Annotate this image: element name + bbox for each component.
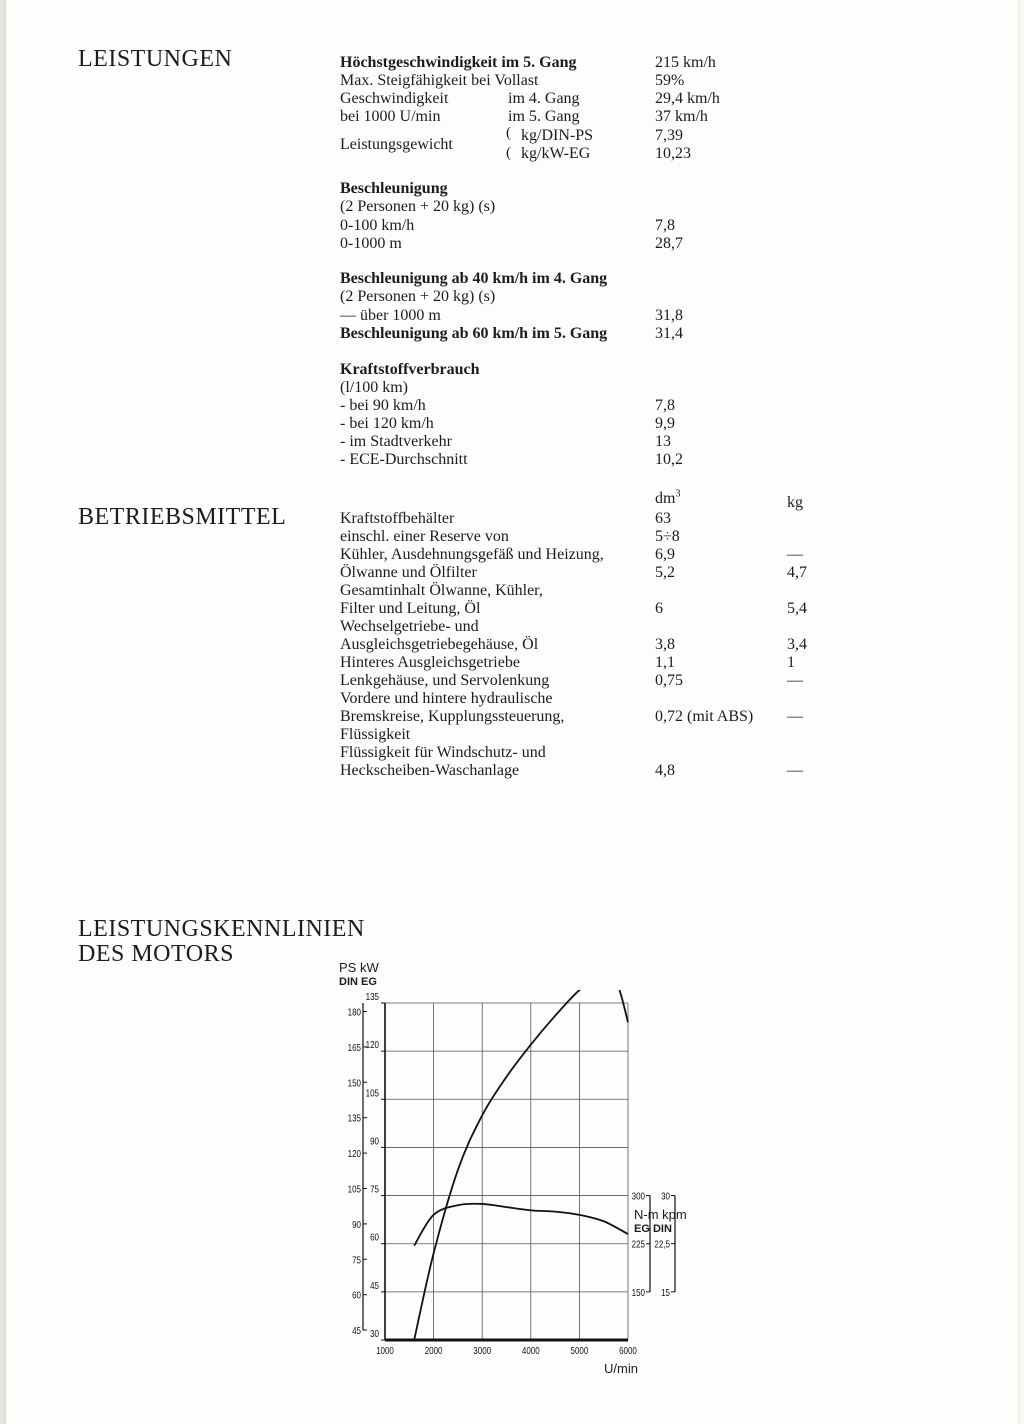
acceleration-heading: Beschleunigung [340, 180, 448, 197]
fluid-weight: — [787, 708, 803, 725]
fluid-volume: 3,8 [655, 636, 675, 653]
kpm-tick-label: 15 [661, 1286, 670, 1299]
fuel-90-value: 7,8 [655, 397, 675, 414]
x-unit-label: U/min [604, 1361, 638, 1376]
kw-tick-label: 105 [365, 1087, 379, 1099]
fluid-label: Wechselgetriebe- und [340, 618, 479, 635]
fluid-label: Ausgleichsgetriebegehäuse, Öl [340, 636, 539, 653]
kw-tick-label: 135 [365, 991, 379, 1003]
x-tick-label: 4000 [521, 1345, 540, 1357]
ps-tick-label: 120 [347, 1148, 361, 1160]
x-tick-label: 2000 [424, 1345, 443, 1357]
fluid-label: Hinteres Ausgleichsgetriebe [340, 654, 520, 671]
section-title-betriebsmittel: BETRIEBSMITTEL [78, 504, 287, 530]
section-title-kennlinien-2: DES MOTORS [78, 941, 234, 967]
fluid-label: Flüssigkeit für Windschutz- und [340, 744, 546, 761]
col-dm3-header: $dm^3$ [655, 488, 681, 507]
acc-0-100-label: 0-100 km/h [340, 217, 415, 234]
acc-40-label: — über 1000 m [340, 307, 441, 324]
fluid-weight: — [787, 672, 803, 689]
speed-per-1000-label-2: bei 1000 U/min [340, 108, 441, 125]
fuel-ece-label: - ECE-Durchschnitt [340, 451, 468, 468]
x-tick-label: 3000 [473, 1345, 492, 1357]
fluid-volume: 0,75 [655, 672, 683, 689]
acc-0-1000m-value: 28,7 [655, 235, 683, 252]
fuel-90-label: - bei 90 km/h [340, 397, 426, 414]
fluid-label: Lenkgehäuse, und Servolenkung [340, 672, 550, 689]
fuel-ece-value: 10,2 [655, 451, 683, 468]
acc-40-value: 31,8 [655, 307, 683, 324]
col-kg-header: kg [787, 494, 803, 511]
fluid-label: Heckscheiben-Waschanlage [340, 762, 520, 779]
speed-per-1000-label: Geschwindigkeit [340, 90, 449, 107]
acc-0-1000m-label: 0-1000 m [340, 235, 402, 252]
fluid-volume: 5÷8 [655, 528, 680, 545]
nm-tick-label: 150 [631, 1287, 645, 1299]
fluid-weight: 1 [787, 654, 795, 671]
kw-tick-label: 90 [370, 1135, 379, 1147]
acceleration-40-heading: Beschleunigung ab 40 km/h im 4. Gang [340, 270, 608, 287]
fluid-label: Kraftstoffbehälter [340, 510, 455, 527]
fluid-volume: 6 [655, 600, 663, 617]
fluid-volume: 5,2 [655, 564, 675, 581]
fluid-label: Kühler, Ausdehnungsgefäß und Heizung, [340, 546, 604, 563]
fluid-label: Gesamtinhalt Ölwanne, Kühler, [340, 582, 543, 599]
kg-din-ps-value: 7,39 [655, 127, 683, 144]
fluid-label: Ölwanne und Ölfilter [340, 564, 477, 581]
kg-din-ps-label: kg/DIN-PS [521, 127, 594, 144]
nm-tick-label: 225 [631, 1238, 645, 1250]
left-norms: DIN EG [339, 976, 377, 988]
engine-performance-chart [330, 990, 710, 1360]
section-title-leistungen: LEISTUNGEN [78, 46, 233, 72]
fluid-weight: 3,4 [787, 636, 807, 653]
ps-tick-label: 60 [352, 1289, 361, 1301]
fuel-unit: (l/100 km) [340, 379, 408, 396]
gear5-label: im 5. Gang [508, 108, 580, 125]
acc-0-100-value: 7,8 [655, 217, 675, 234]
gear4-value: 29,4 km/h [655, 90, 720, 107]
nm-tick-label: 300 [631, 1190, 645, 1202]
acc-60-value: 31,4 [655, 325, 683, 342]
brace-symbol: ( [506, 125, 511, 141]
right-units: N-m kpm [634, 1207, 687, 1222]
acceleration-60-heading: Beschleunigung ab 60 km/h im 5. Gang [340, 325, 608, 342]
kw-tick-label: 75 [370, 1183, 379, 1195]
right-norms: EG DIN [634, 1223, 672, 1235]
fluid-label: Bremskreise, Kupplungssteuerung, [340, 708, 565, 725]
acceleration-40-note: (2 Personen + 20 kg) (s) [340, 288, 496, 305]
gradeability-label: Max. Steigfähigkeit bei Vollast [340, 72, 539, 89]
kw-tick-label: 60 [370, 1231, 379, 1243]
fluid-label: einschl. einer Reserve von [340, 528, 509, 545]
x-tick-label: 1000 [376, 1345, 394, 1357]
ps-tick-label: 105 [347, 1183, 361, 1195]
kw-tick-label: 120 [365, 1039, 379, 1051]
kg-kw-eg-label: kg/kW-EG [521, 145, 591, 162]
fluid-label: Vordere und hintere hydraulische [340, 690, 553, 707]
fluid-weight: 4,7 [787, 564, 807, 581]
power-curve [414, 990, 628, 1340]
left-units: PS kW [339, 960, 379, 975]
ps-tick-label: 180 [347, 1006, 361, 1018]
fuel-120-value: 9,9 [655, 415, 675, 432]
kpm-tick-label: 22,5 [654, 1238, 670, 1250]
fluid-volume: 6,9 [655, 546, 675, 563]
brace-symbol-2: ( [506, 145, 511, 161]
kpm-tick-label: 30 [661, 1190, 670, 1202]
kw-tick-label: 30 [370, 1328, 379, 1340]
fluid-weight: — [787, 546, 803, 563]
ps-tick-label: 150 [347, 1077, 361, 1089]
ps-tick-label: 90 [352, 1219, 361, 1231]
fluid-label: Filter und Leitung, Öl [340, 600, 481, 617]
fuel-city-label: - im Stadtverkehr [340, 433, 452, 450]
acceleration-note: (2 Personen + 20 kg) (s) [340, 198, 496, 215]
gradeability-value: 59% [655, 72, 685, 89]
fluid-weight: 5,4 [787, 600, 807, 617]
fuel-city-value: 13 [655, 433, 671, 450]
fluid-volume: 0,72 (mit ABS) [655, 708, 754, 725]
fluid-weight: — [787, 762, 803, 779]
gear5-value: 37 km/h [655, 108, 708, 125]
fluid-volume: 63 [655, 510, 671, 527]
kg-kw-eg-value: 10,23 [655, 145, 691, 162]
x-tick-label: 6000 [619, 1345, 637, 1357]
ps-tick-label: 135 [347, 1112, 361, 1124]
fluid-volume: 4,8 [655, 762, 675, 779]
power-weight-label: Leistungsgewicht [340, 136, 453, 153]
fluid-volume: 1,1 [655, 654, 675, 671]
ps-tick-label: 75 [352, 1254, 361, 1266]
top-speed-value: 215 km/h [655, 54, 716, 71]
gear4-label: im 4. Gang [508, 90, 580, 107]
section-title-kennlinien-1: LEISTUNGSKENNLINIEN [78, 916, 365, 942]
fluid-label: Flüssigkeit [340, 726, 411, 743]
top-speed-label: Höchstgeschwindigkeit im 5. Gang [340, 54, 577, 71]
x-tick-label: 5000 [570, 1345, 589, 1357]
kw-tick-label: 45 [370, 1280, 379, 1292]
fuel-120-label: - bei 120 km/h [340, 415, 434, 432]
ps-tick-label: 165 [347, 1042, 361, 1054]
ps-tick-label: 45 [352, 1325, 361, 1337]
fuel-consumption-heading: Kraftstoffverbrauch [340, 361, 480, 378]
